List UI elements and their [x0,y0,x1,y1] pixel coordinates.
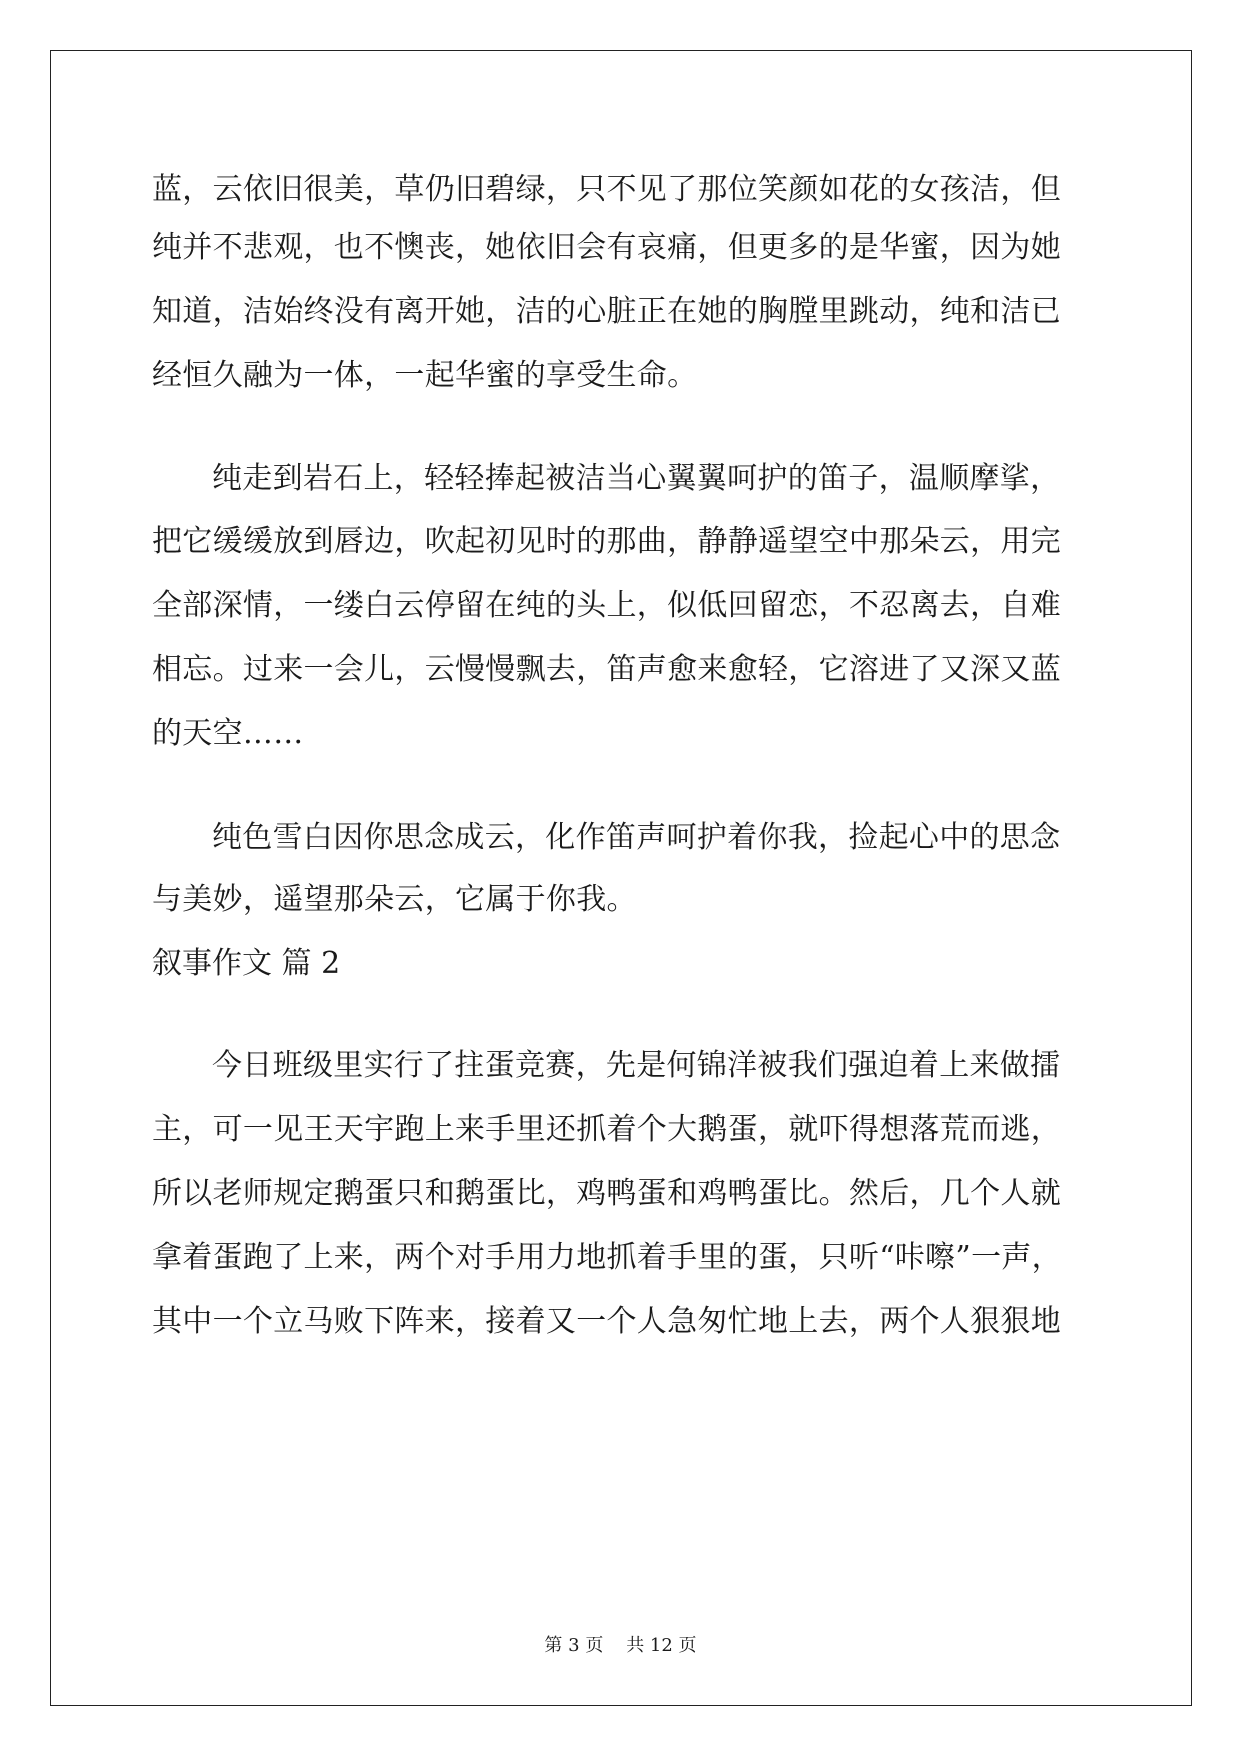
paragraph-first-line: 今日班级里实行了拄蛋竞赛，先是何锦洋被我们强迫着上来做擂 [212,1048,1061,1083]
paragraph-first-line: 纯走到岩石上，轻轻捧起被洁当心翼翼呵护的笛子，温顺摩挲， [212,461,1061,496]
text-line: 所以老师规定鹅蛋只和鹅蛋比，鸡鸭蛋和鸡鸭蛋比。然后，几个人就 [152,1176,1061,1211]
text-line: 主，可一见王天宇跑上来手里还抓着个大鹅蛋，就吓得想落荒而逃， [152,1112,1061,1147]
text-line: 蓝，云依旧很美，草仍旧碧绿，只不见了那位笑颜如花的女孩洁，但 [152,172,1061,207]
section-heading: 叙事作文 篇 2 [152,946,341,981]
text-line: 知道，洁始终没有离开她，洁的心脏正在她的胸膛里跳动，纯和洁已 [152,294,1061,329]
text-line: 其中一个立马败下阵来，接着又一个人急匆忙地上去，两个人狠狠地 [152,1304,1061,1339]
text-line: 与美妙，遥望那朵云，它属于你我。 [152,882,637,917]
text-line: 相忘。过来一会儿，云慢慢飘去，笛声愈来愈轻，它溶进了又深又蓝 [152,652,1061,687]
text-line: 经恒久融为一体，一起华蜜的享受生命。 [152,358,698,393]
text-line: 的天空…… [152,716,304,751]
text-line: 把它缓缓放到唇边，吹起初见时的那曲，静静遥望空中那朵云，用完 [152,524,1061,559]
paragraph-first-line: 纯色雪白因你思念成云，化作笛声呵护着你我，捡起心中的思念 [212,820,1061,855]
text-line: 拿着蛋跑了上来，两个对手用力地抓着手里的蛋，只听“咔嚓”一声， [152,1240,1062,1275]
text-line: 全部深情，一缕白云停留在纯的头上，似低回留恋，不忍离去，自难 [152,588,1061,623]
page-number: 第 3 页 共 12 页 [544,1635,697,1656]
text-line: 纯并不悲观，也不懊丧，她依旧会有哀痛，但更多的是华蜜，因为她 [152,230,1061,265]
